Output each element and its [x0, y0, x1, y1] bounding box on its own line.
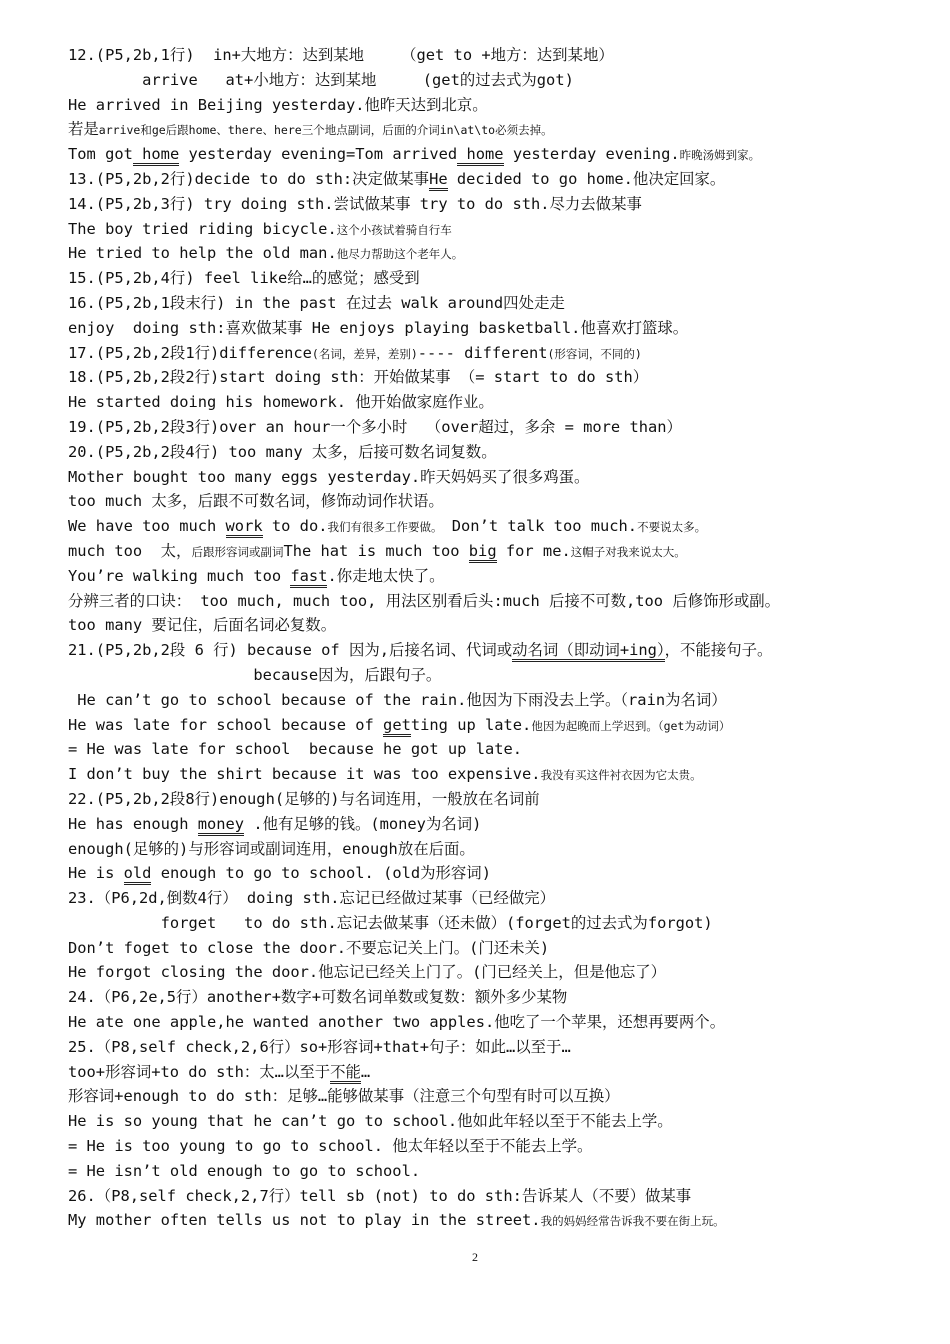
text-line — [68, 217, 908, 242]
line-text: = He is too young to go to school. 他太年轻以至于不能去上学。 — [68, 1137, 593, 1156]
line-text: arrive at+小地方：达到某地 (get的过去式为got) — [68, 70, 574, 89]
text-line — [68, 291, 908, 316]
note-text: 我没有买这件衬衣因为它太贵。 — [540, 768, 702, 783]
text-line — [68, 589, 908, 614]
text-line — [68, 167, 908, 192]
line-text: 22.(P5,2b,2段8行)enough(足够的)与名词连用，一般放在名词前 — [68, 789, 540, 808]
line-text: 17.(P5,2b,2段1行)difference — [68, 343, 312, 362]
line-text: 与形容词或副词连用，enough放在后面。 — [188, 839, 475, 858]
text-line — [68, 613, 908, 638]
line-text: He has enough — [68, 814, 198, 833]
text-line — [68, 638, 908, 663]
text-line — [68, 390, 908, 415]
line-text: yesterday evening. — [503, 145, 680, 164]
text-line — [68, 762, 908, 787]
text-line — [68, 316, 908, 341]
note-text: 我们有很多工作要做。 — [327, 520, 443, 535]
line-text: He is — [68, 864, 124, 883]
note-text: 昨晚汤姆到家。 — [679, 148, 761, 163]
line-text: Don’t foget to close the door.不要忘记关上门。(门还未关) — [68, 938, 550, 957]
line-text: decided to go home.他决定回家。 — [447, 169, 726, 188]
line-text: 若是 — [68, 120, 99, 139]
note-text: 这个小孩试着骑自行车 — [336, 222, 452, 237]
text-line — [68, 985, 908, 1010]
line-text: because因为，后跟句子。 — [68, 665, 442, 684]
line-text: Mother bought too many eggs yesterday.昨天妈妈买了很多鸡蛋。 — [68, 467, 590, 486]
text-line — [68, 1134, 908, 1159]
text-line — [68, 960, 908, 985]
text-line — [68, 1035, 908, 1060]
note-text: 我的妈妈经常告诉我不要在街上玩。 — [540, 1214, 725, 1229]
text-line — [68, 43, 908, 68]
line-text: too much 太多，后跟不可数名词，修饰动词作状语。 — [68, 492, 444, 511]
underlined-word: He — [429, 170, 448, 191]
line-text: The boy tried riding bicycle. — [68, 219, 337, 238]
text-line — [68, 415, 908, 440]
line-text: .他有足够的钱。(money为名词) — [244, 814, 482, 833]
text-line — [68, 1184, 908, 1209]
text-line — [68, 713, 908, 738]
text-line — [68, 688, 908, 713]
line-text: He started doing his homework. 他开始做家庭作业。 — [68, 393, 494, 412]
text-line — [68, 1060, 908, 1085]
underlined-word: old — [124, 864, 152, 885]
underlined-word: money — [198, 815, 244, 836]
line-text: 20.(P5,2b,2段4行) too many 太多，后接可数名词复数。 — [68, 442, 497, 461]
line-text: 23.（P6,2d,倒数4行） doing sth.忘记已经做过某事（已经做完） — [68, 889, 556, 908]
line-text: Tom got — [68, 145, 133, 164]
text-line — [68, 911, 908, 936]
text-line — [68, 365, 908, 390]
line-text: I don’t buy the shirt because it was too expensive. — [68, 765, 541, 784]
line-text: My mother often tells us not to play in the street. — [68, 1211, 541, 1230]
text-line — [68, 68, 908, 93]
line-text: too many 要记住，后面名词必复数。 — [68, 616, 337, 635]
line-text: forget to do sth.忘记去做某事（还未做）(forget的过去式为forgot) — [68, 913, 713, 932]
line-text: yesterday evening=Tom arrived — [179, 145, 458, 164]
line-text: enough(足够的) — [68, 839, 189, 858]
line-text: 18.(P5,2b,2段2行)start doing sth：开始做某事 （= start to do sth） — [68, 368, 649, 387]
line-text: He ate one apple,he wanted another two apples.他吃了一个苹果，还想再要两个。 — [68, 1013, 726, 1032]
line-text: He can’t go to school because of the rain.他因为下雨没去上学。（rain为名词） — [68, 690, 727, 709]
line-text: 15.(P5,2b,4行) feel like给…的感觉；感受到 — [68, 269, 420, 288]
page-number: 2 — [472, 1250, 478, 1264]
note-text: 后跟形容词或副词 — [191, 544, 284, 559]
text-line — [68, 737, 908, 762]
note-text: 他尽力帮助这个老年人。 — [336, 247, 464, 262]
document-body — [68, 43, 908, 1233]
line-text: much too 太， — [68, 541, 192, 560]
text-line — [68, 266, 908, 291]
underlined-word: home — [133, 145, 179, 166]
line-text: 16.(P5,2b,1段末行) in the past 在过去 walk around四处走走 — [68, 293, 565, 312]
line-text: 26.（P8,self check,2,7行）tell sb (not) to do sth:告诉某人（不要）做某事 — [68, 1186, 692, 1205]
underlined-word: big — [469, 542, 497, 563]
text-line — [68, 192, 908, 217]
line-text: … — [360, 1062, 371, 1081]
text-line — [68, 1010, 908, 1035]
line-text: .你走地太快了。 — [327, 566, 445, 585]
text-line — [68, 489, 908, 514]
underlined-word: work — [226, 517, 263, 538]
note-text: (名词，差异，差别) — [311, 346, 418, 361]
line-text: Don’t talk too much. — [442, 517, 638, 536]
text-line — [68, 117, 908, 142]
line-text: = He was late for school because he got up late. — [68, 740, 523, 759]
line-text: too+形容词+to do sth：太…以至于 — [68, 1062, 331, 1081]
text-line — [68, 936, 908, 961]
line-text: ---- different — [417, 343, 548, 362]
text-line — [68, 861, 908, 886]
underlined-word: 动名词（即动词+ing） — [512, 641, 665, 662]
underlined-word: home — [457, 145, 503, 166]
line-text: You’re walking much too — [68, 566, 291, 585]
text-line — [68, 341, 908, 366]
line-text: enjoy doing sth:喜欢做某事 He enjoys playing basketball.他喜欢打篮球。 — [68, 318, 689, 337]
text-line — [68, 1159, 908, 1184]
note-text: (形容词，不同的) — [547, 346, 642, 361]
line-text: to do. — [262, 517, 328, 536]
text-line — [68, 1208, 908, 1233]
text-line — [68, 440, 908, 465]
note-text: arrive和ge后跟home、there、here三个地点副词，后面的介词in\at\to必须去掉。 — [98, 123, 553, 138]
text-line — [68, 564, 908, 589]
text-line — [68, 886, 908, 911]
line-text: 13.(P5,2b,2行)decide to do sth:决定做某事 — [68, 169, 430, 188]
text-line — [68, 142, 908, 167]
line-text: = He isn’t old enough to go to school. — [68, 1161, 421, 1180]
line-text: We have too much — [68, 517, 226, 536]
line-text: 14.(P5,2b,3行) try doing sth.尝试做某事 try to do sth.尽力去做某事 — [68, 194, 642, 213]
line-text: ，不能接句子。 — [664, 641, 773, 660]
underlined-word: fast — [290, 567, 327, 588]
line-text: 分辨三者的口诀： too much, much too, 用法区别看后头:much 后接不可数,too 后修饰形或副。 — [68, 591, 781, 610]
line-text: 21.(P5,2b,2段 6 行) because of 因为,后接名词、代词或 — [68, 641, 513, 660]
text-line — [68, 1084, 908, 1109]
note-text: 他因为起晚而上学迟到。（get为动词） — [531, 718, 731, 733]
line-text: 12.(P5,2b,1行) in+大地方：达到某地 （get to +地方：达到某地） — [68, 46, 614, 64]
text-line — [68, 241, 908, 266]
text-line — [68, 787, 908, 812]
line-text: 形容词+enough to do sth：足够…能够做某事（注意三个句型有时可以互换） — [68, 1087, 620, 1106]
text-line — [68, 514, 908, 539]
text-line — [68, 1109, 908, 1134]
line-text: He tried to help the old man. — [68, 244, 337, 263]
line-text: enough to go to school. (old为形容词) — [151, 864, 491, 883]
note-text: 这帽子对我来说太大。 — [570, 544, 686, 559]
note-text: 不要说太多。 — [637, 520, 707, 535]
text-line — [68, 837, 908, 862]
line-text: He was late for school because of — [68, 715, 384, 734]
text-line — [68, 812, 908, 837]
line-text: 25.（P8,self check,2,6行）so+形容词+that+句子：如此…以至于… — [68, 1037, 571, 1056]
line-text: He is so young that he can’t go to school.他如此年轻以至于不能去上学。 — [68, 1112, 673, 1131]
line-text: 24.（P6,2e,5行）another+数字+可数名词单数或复数：额外多少某物 — [68, 988, 568, 1007]
text-line — [68, 93, 908, 118]
text-line — [68, 539, 908, 564]
line-text: 19.(P5,2b,2段3行)over an hour一个多小时 （over超过，多余 = more than） — [68, 417, 682, 436]
line-text: ting up late. — [410, 715, 532, 734]
underlined-word: get — [383, 716, 411, 737]
line-text: for me. — [496, 541, 571, 560]
line-text: The hat is much too — [283, 541, 469, 560]
line-text: He forgot closing the door.他忘记已经关上门了。(门已经关上，但是他忘了） — [68, 963, 667, 982]
text-line — [68, 663, 908, 688]
text-line — [68, 465, 908, 490]
line-text: He arrived in Beijing yesterday.他昨天达到北京。 — [68, 95, 488, 114]
underlined-word: 不能 — [330, 1063, 361, 1084]
